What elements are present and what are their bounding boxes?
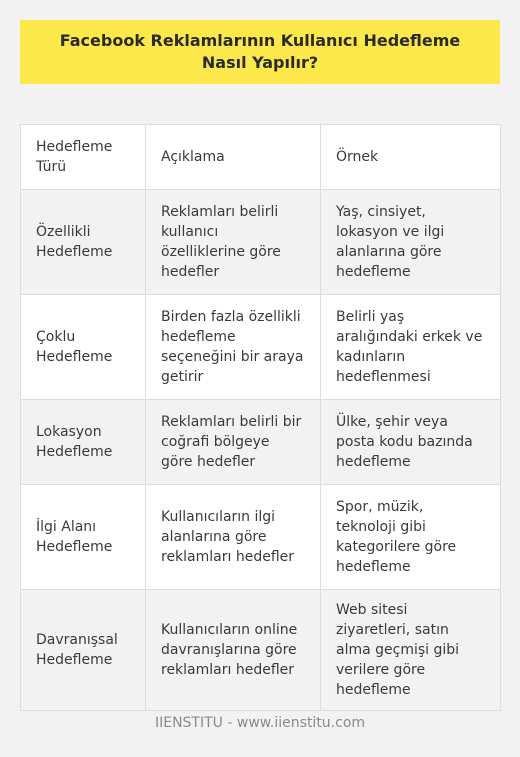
page-title: Facebook Reklamlarının Kullanıcı Hedefleme Nasıl Yapılır?: [59, 31, 461, 72]
table-cell-description: Kullanıcıların online davranışlarına göre reklamları hedefler: [146, 590, 321, 711]
table-row: [21, 295, 501, 400]
column-header-description: Açıklama: [146, 125, 321, 190]
table-cell-description: Reklamları belirli bir coğrafi bölgeye göre hedefler: [146, 400, 321, 485]
table-cell-description: Kullanıcıların ilgi alanlarına göre reklamları hedefler: [146, 485, 321, 590]
table-cell-type: Özellikli Hedefleme: [21, 190, 146, 295]
table-row: [21, 190, 501, 295]
table-cell-example: Web sitesi ziyaretleri, satın alma geçmişi gibi verilere göre hedefleme: [321, 590, 501, 711]
table-cell-description: Reklamları belirli kullanıcı özelliklerine göre hedefler: [146, 190, 321, 295]
table-cell-description: Birden fazla özellikli hedefleme seçeneğini bir araya getirir: [146, 295, 321, 400]
footer-credit: IIENSTITU - www.iienstitu.com: [154, 715, 366, 731]
column-header-example: Örnek: [321, 125, 501, 190]
table-cell-example: Ülke, şehir veya posta kodu bazında hedefleme: [321, 400, 501, 485]
table-cell-type: Çoklu Hedefleme: [21, 295, 146, 400]
table-cell-type: Lokasyon Hedefleme: [21, 400, 146, 485]
table-header-row: [21, 125, 501, 190]
table-row: [21, 590, 501, 711]
table-cell-example: Spor, müzik, teknoloji gibi kategorilere göre hedefleme: [321, 485, 501, 590]
table-cell-type: İlgi Alanı Hedefleme: [21, 485, 146, 590]
table-cell-example: Belirli yaş aralığındaki erkek ve kadınların hedeflenmesi: [321, 295, 501, 400]
table-cell-example: Yaş, cinsiyet, lokasyon ve ilgi alanlarına göre hedefleme: [321, 190, 501, 295]
column-header-type: Hedefleme Türü: [21, 125, 146, 190]
table-row: [21, 485, 501, 590]
table-cell-type: Davranışsal Hedefleme: [21, 590, 146, 711]
title-banner: [20, 20, 500, 84]
targeting-table: [20, 124, 501, 711]
table-row: [21, 400, 501, 485]
